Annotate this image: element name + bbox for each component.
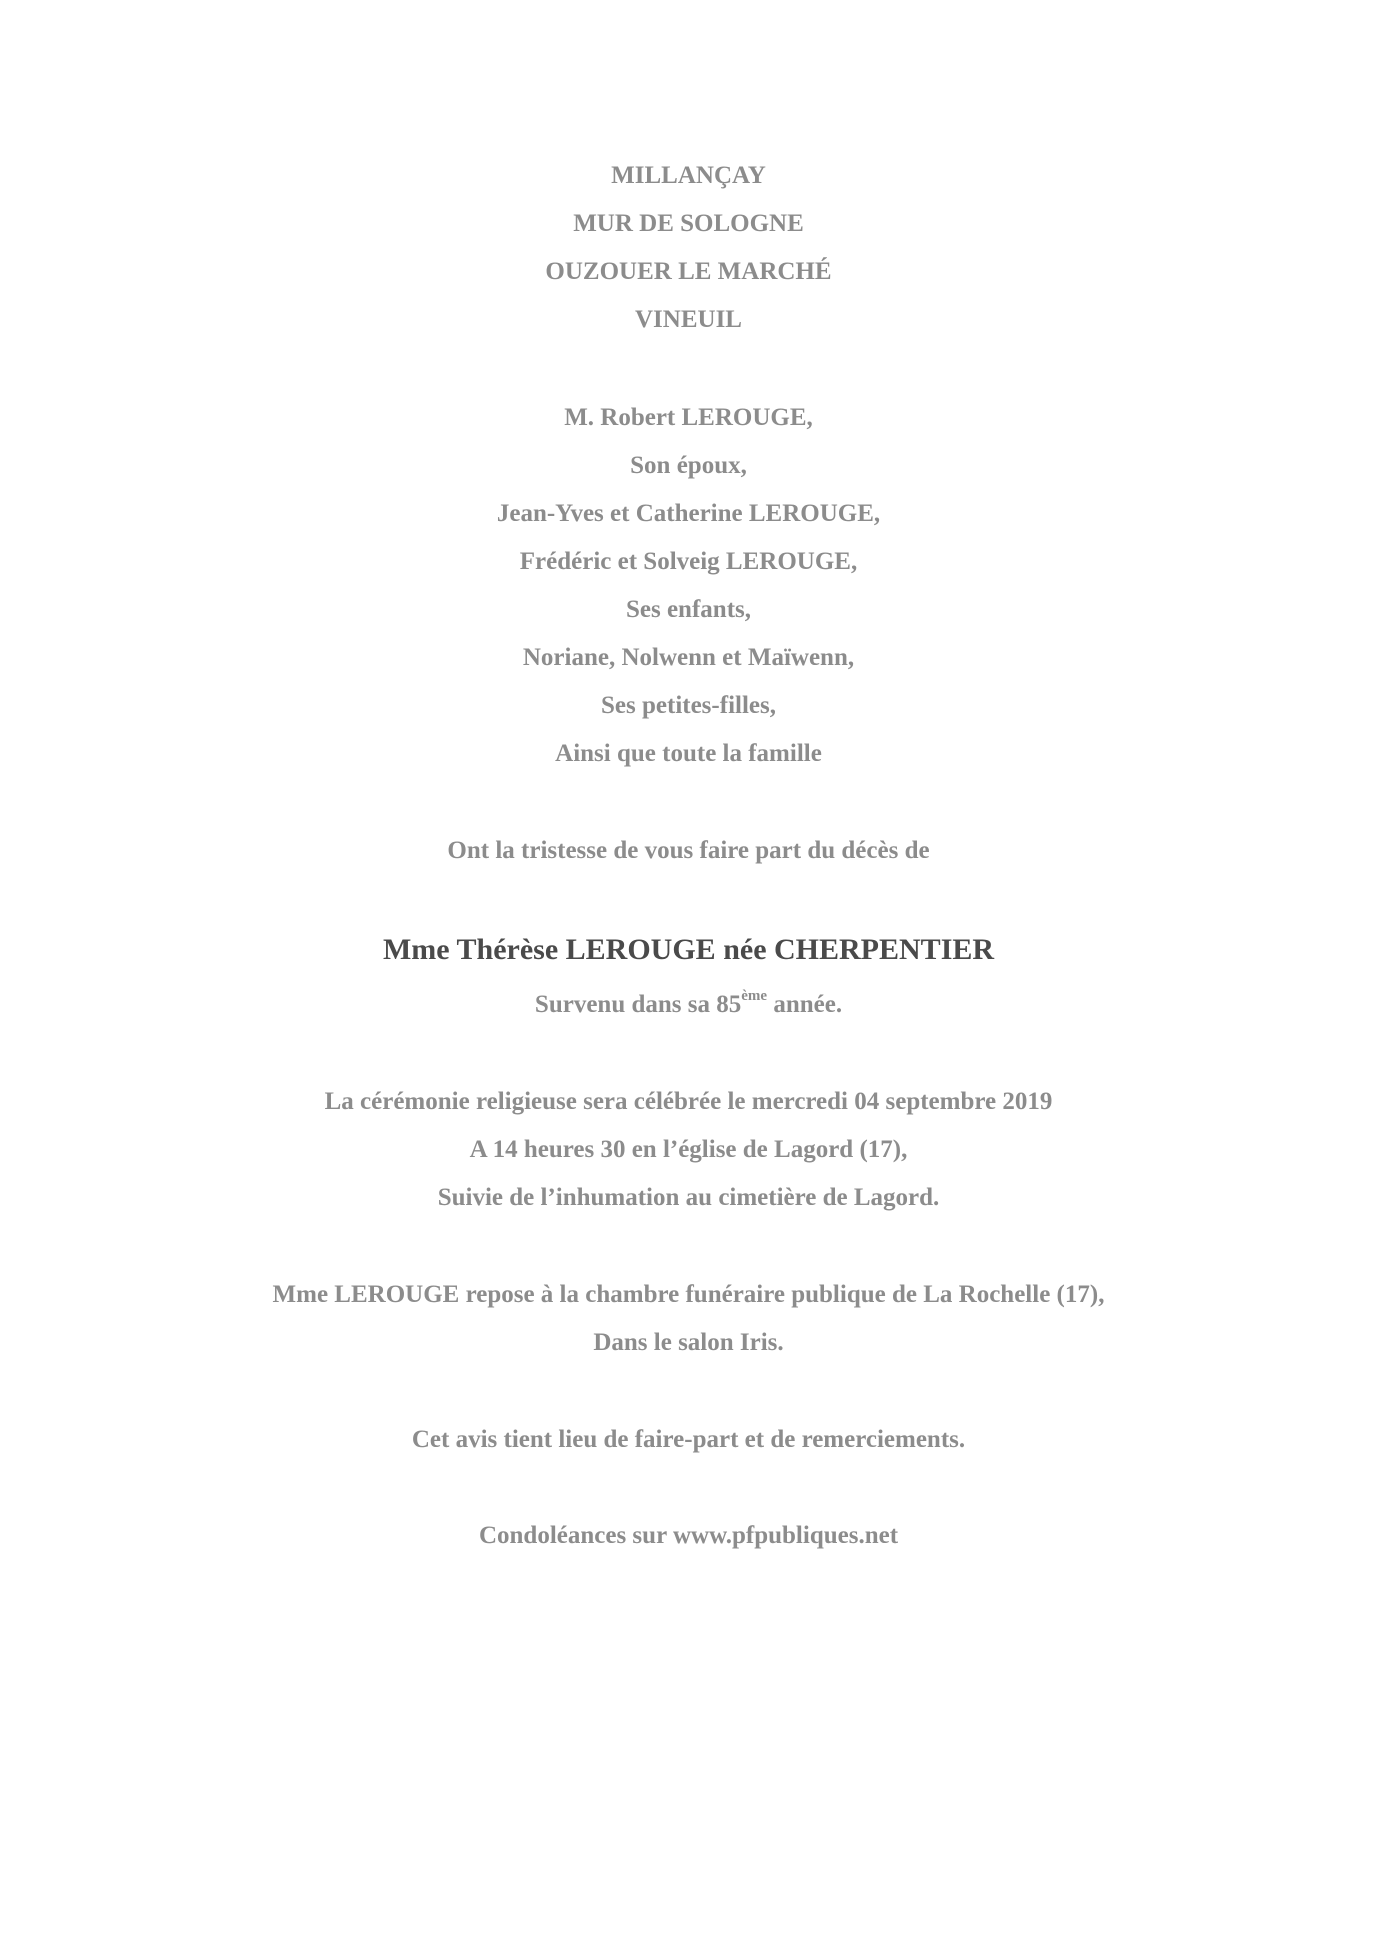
ceremony-line: A 14 heures 30 en l’église de Lagord (17), [469, 1136, 908, 1163]
age-prefix: Survenu dans sa 85 [534, 991, 742, 1018]
ceremony-line: La cérémonie religieuse sera célébrée le mercredi 04 septembre 2019 [324, 1088, 1053, 1115]
deceased-name: Mme Thérèse LEROUGE née CHERPENTIER [382, 933, 995, 966]
age-suffix: année. [767, 991, 843, 1018]
notice-text: Cet avis tient lieu de faire-part et de remerciements. [411, 1426, 966, 1453]
condolences-text: Condoléances sur www.pfpubliques.net [478, 1522, 899, 1549]
family-line: Jean-Yves et Catherine LEROUGE, [496, 500, 881, 527]
town-name: MILLANÇAY [611, 162, 766, 189]
age-superscript: ème [741, 987, 768, 1004]
age-line [0, 987, 1377, 1020]
family-line: Ses enfants, [625, 596, 751, 623]
family-line: Son époux, [630, 452, 747, 479]
town-name: MUR DE SOLOGNE [573, 210, 804, 237]
family-line: Ses petites-filles, [601, 692, 776, 719]
ceremony-line: Suivie de l’inhumation au cimetière de Lagord. [437, 1184, 940, 1211]
resting-place-line: Dans le salon Iris. [593, 1329, 784, 1356]
family-line: Ainsi que toute la famille [555, 740, 822, 767]
family-line: Frédéric et Solveig LEROUGE, [519, 548, 858, 575]
announcement-text: Ont la tristesse de vous faire part du décès de [447, 837, 930, 864]
family-line: M. Robert LEROUGE, [564, 404, 813, 431]
town-name: OUZOUER LE MARCHÉ [545, 258, 832, 285]
town-name: VINEUIL [635, 306, 742, 333]
resting-place-line: Mme LEROUGE repose à la chambre funéraire publique de La Rochelle (17), [272, 1281, 1105, 1308]
family-line: Noriane, Nolwenn et Maïwenn, [522, 644, 855, 671]
